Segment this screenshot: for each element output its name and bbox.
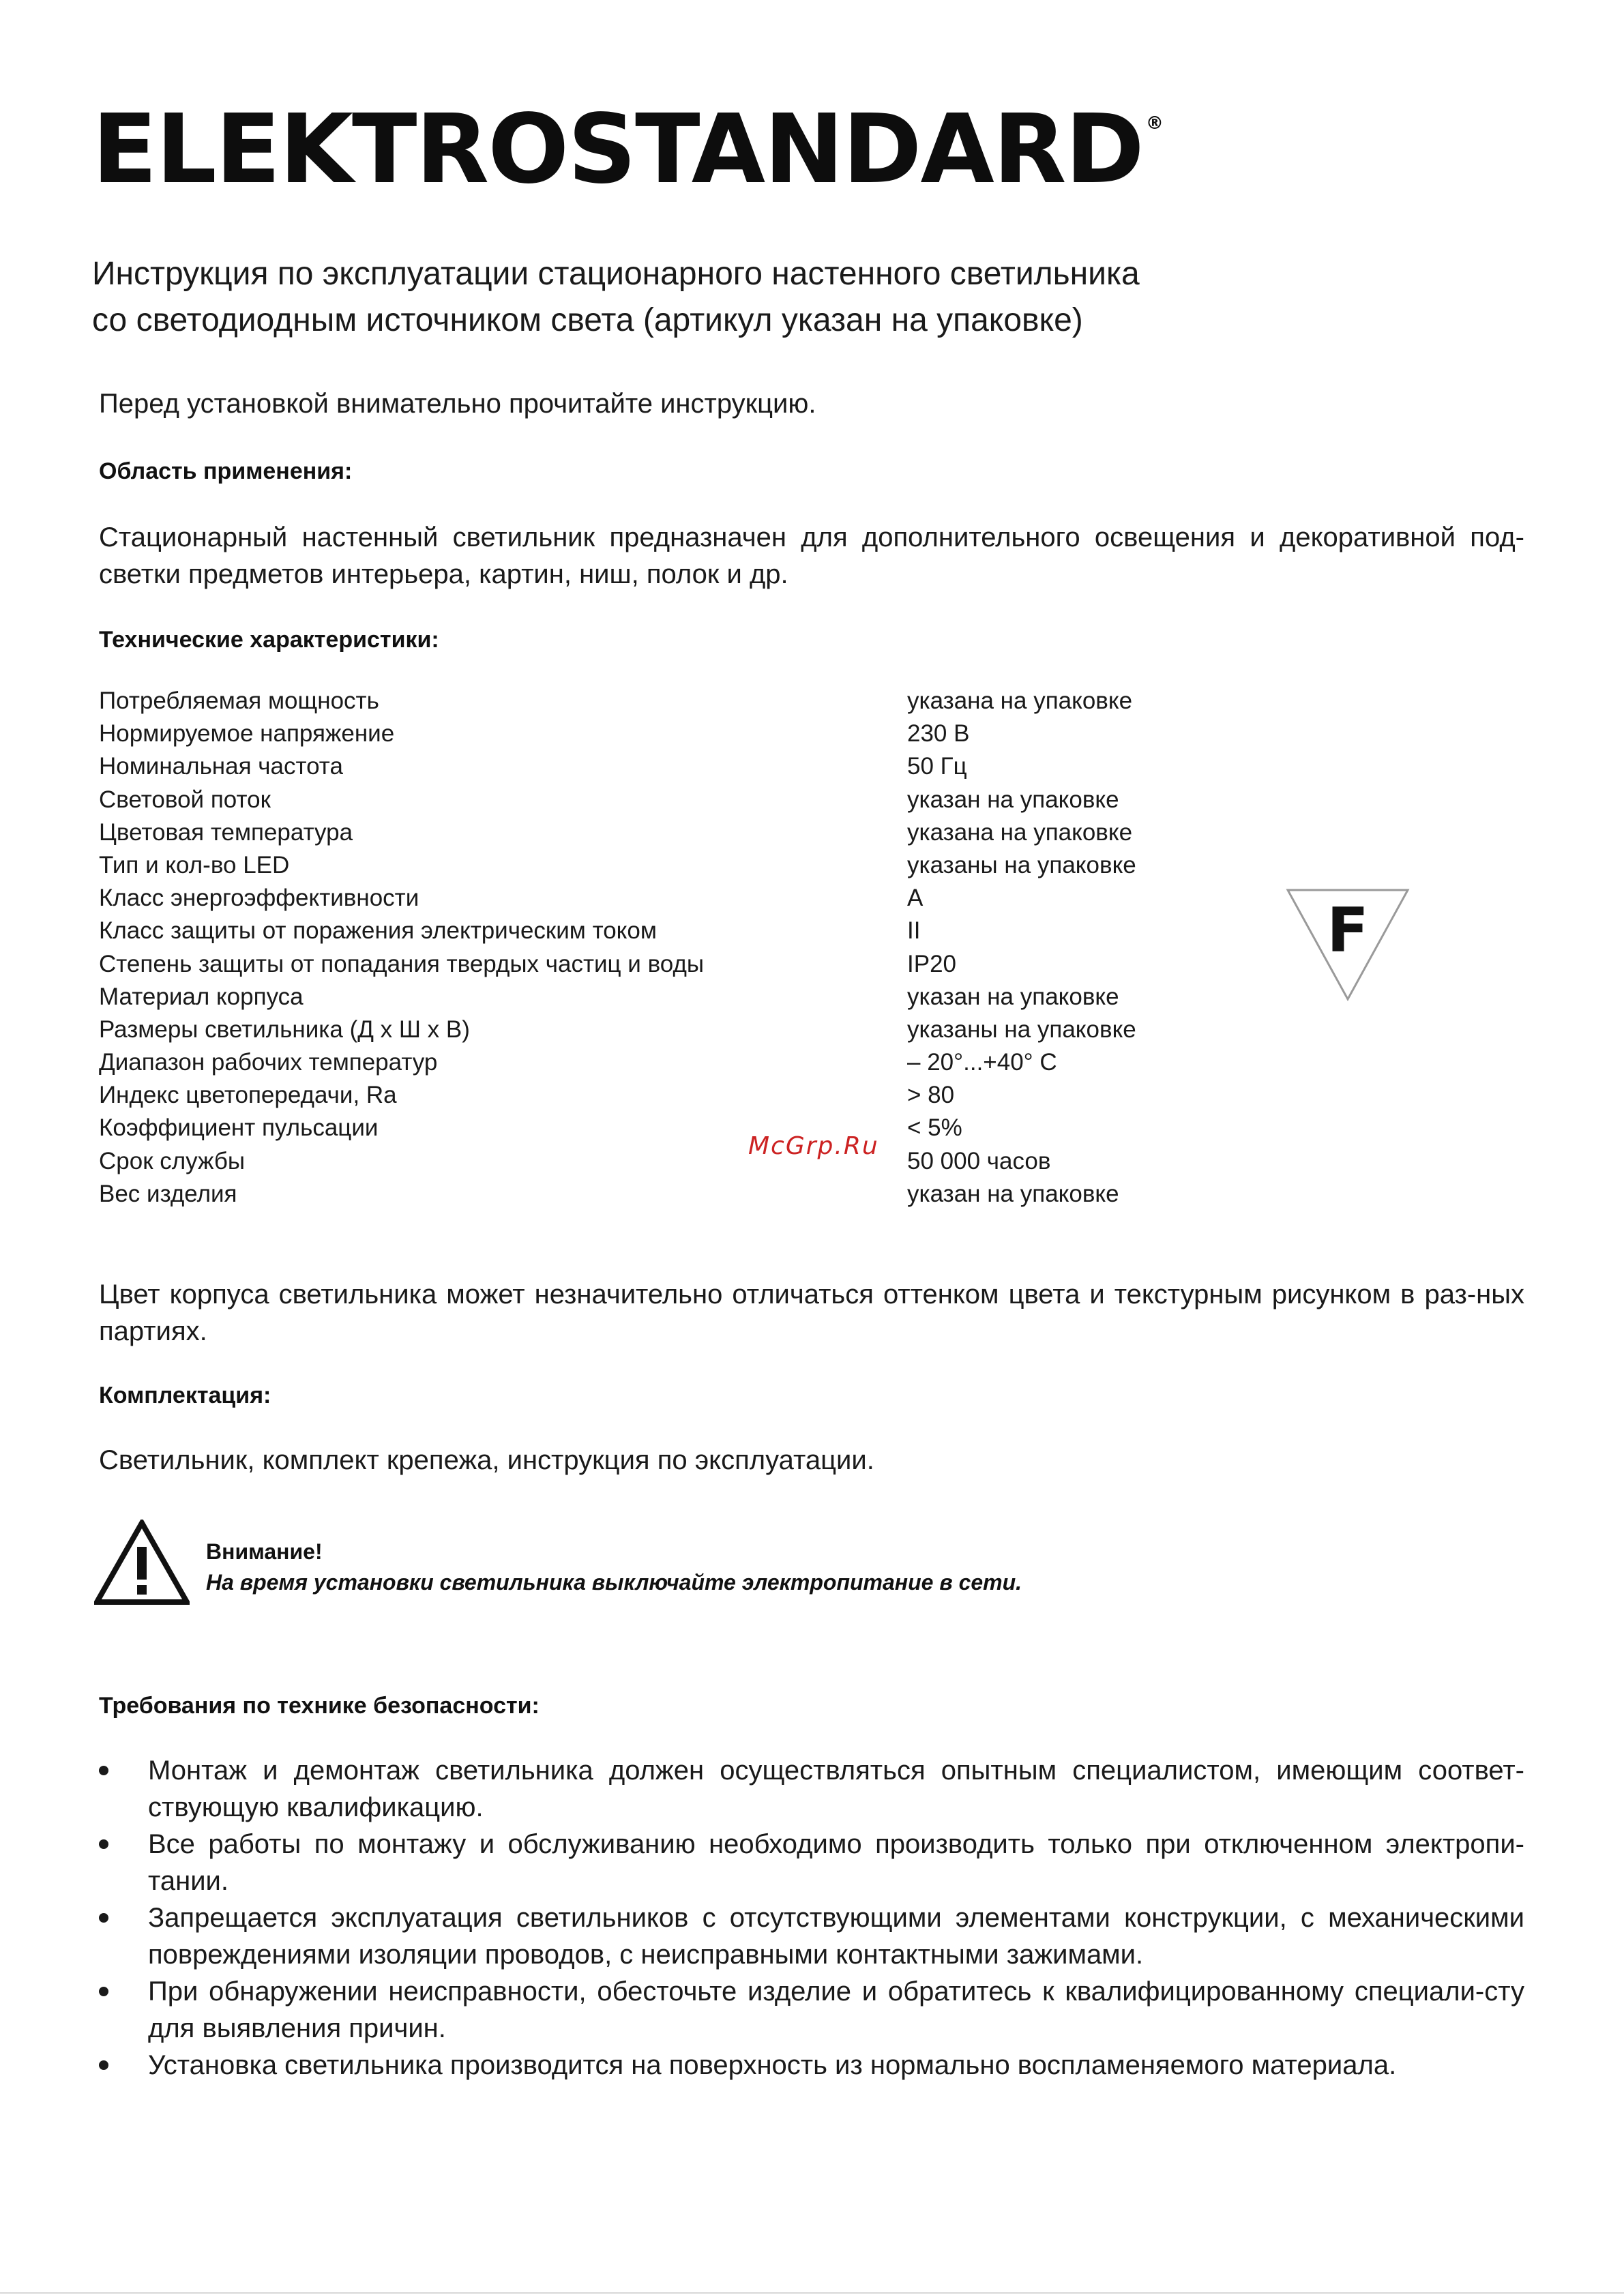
registered-mark: ® bbox=[1145, 113, 1164, 134]
safety-list-item-text: При обнаружении неисправности, обесточьте изделие и обратитесь к квалифицированному специали-сту для выявления причин. bbox=[148, 1976, 1524, 2043]
watermark: McGrp.Ru bbox=[748, 1132, 879, 1160]
spec-value: указаны на упаковке bbox=[907, 851, 1136, 878]
spec-row bbox=[99, 685, 1190, 717]
safety-list bbox=[99, 1752, 1524, 2084]
spec-label: Потребляемая мощность bbox=[99, 687, 379, 714]
intro-text: Перед установкой внимательно прочитайте инструкцию. bbox=[99, 389, 816, 419]
spec-row bbox=[99, 1112, 1190, 1144]
spec-value: 50 Гц bbox=[907, 753, 967, 780]
warning-block bbox=[206, 1537, 1022, 1598]
safety-list-item-text: Установка светильника производится на поверхность из нормально воспламеняемого материала. bbox=[148, 2050, 1397, 2080]
spec-value: II bbox=[907, 917, 921, 945]
spec-row bbox=[99, 882, 1190, 915]
safety-list-item-text: Все работы по монтажу и обслуживанию необходимо производить только при отключенном электропи-тании. bbox=[148, 1829, 1524, 1896]
specs-heading: Технические характеристики: bbox=[99, 627, 439, 653]
spec-value: указан на упаковке bbox=[907, 983, 1119, 1010]
spec-row bbox=[99, 1178, 1190, 1211]
spec-label: Вес изделия bbox=[99, 1180, 237, 1207]
document-title-line-2: со светодиодным источником света (артикул указан на упаковке) bbox=[92, 302, 1083, 338]
spec-label: Размеры светильника (Д х Ш х В) bbox=[99, 1016, 470, 1043]
bullet-icon bbox=[99, 1839, 108, 1849]
spec-row bbox=[99, 1046, 1190, 1079]
safety-heading: Требования по технике безопасности: bbox=[99, 1693, 540, 1719]
spec-label: Степень защиты от попадания твердых частиц и воды bbox=[99, 950, 705, 977]
safety-list-item bbox=[99, 1752, 1524, 1826]
spec-value: А bbox=[907, 885, 924, 912]
warning-title: Внимание! bbox=[206, 1539, 323, 1564]
application-heading: Область применения: bbox=[99, 458, 353, 484]
spec-label: Нормируемое напряжение bbox=[99, 720, 395, 747]
safety-list-item-text: Запрещается эксплуатация светильников с отсутствующими элементами конструкции, с механическими повреждениями изоляции проводов, с неисправными контактными зажимами. bbox=[148, 1903, 1524, 1970]
spec-value: IP20 bbox=[907, 950, 956, 977]
spec-row bbox=[99, 784, 1190, 816]
spec-value: указаны на упаковке bbox=[907, 1016, 1136, 1043]
bottom-divider bbox=[0, 2292, 1624, 2294]
application-text: Стационарный настенный светильник предназначен для дополнительного освещения и декоративной под-светки предметов интерьера, картин, ниш, полок и др. bbox=[99, 522, 1524, 589]
warning-text: На время установки светильника выключайте электропитание в сети. bbox=[206, 1570, 1022, 1595]
spec-label: Класс защиты от поражения электрическим током bbox=[99, 917, 657, 945]
warning-icon bbox=[94, 1520, 190, 1605]
spec-row bbox=[99, 1145, 1190, 1178]
spec-row bbox=[99, 1079, 1190, 1112]
document-title bbox=[92, 251, 1140, 344]
bullet-icon bbox=[99, 1913, 108, 1923]
spec-value: 230 В bbox=[907, 720, 970, 747]
spec-row bbox=[99, 915, 1190, 947]
bullet-icon bbox=[99, 1766, 108, 1775]
spec-value: – 20°...+40° С bbox=[907, 1049, 1057, 1076]
spec-row bbox=[99, 948, 1190, 981]
spec-label: Срок службы bbox=[99, 1147, 246, 1174]
spec-label: Класс энергоэффективности bbox=[99, 885, 419, 912]
safety-list-item bbox=[99, 1899, 1524, 1973]
f-mark-letter: F bbox=[1327, 895, 1369, 966]
spec-label: Световой поток bbox=[99, 786, 271, 813]
safety-list-item bbox=[99, 1973, 1524, 2047]
spec-label: Тип и кол-во LED bbox=[99, 851, 290, 878]
spec-label: Индекс цветопередачи, Ra bbox=[99, 1082, 397, 1109]
spec-label: Цветовая температура bbox=[99, 818, 353, 846]
spec-label: Материал корпуса bbox=[99, 983, 304, 1010]
package-text: Светильник, комплект крепежа, инструкция по эксплуатации. bbox=[99, 1445, 874, 1475]
specs-table bbox=[99, 685, 1190, 1211]
spec-row bbox=[99, 717, 1190, 750]
spec-label: Номинальная частота bbox=[99, 753, 343, 780]
spec-row bbox=[99, 1013, 1190, 1046]
bullet-icon bbox=[99, 1987, 108, 1996]
color-note: Цвет корпуса светильника может незначительно отличаться оттенком цвета и текстурным рисунком в раз-ных партиях. bbox=[99, 1279, 1524, 1346]
spec-value: указан на упаковке bbox=[907, 786, 1119, 813]
spec-value: < 5% bbox=[907, 1114, 962, 1142]
bullet-icon bbox=[99, 2060, 108, 2070]
safety-list-item bbox=[99, 2047, 1524, 2084]
spec-value: > 80 bbox=[907, 1082, 955, 1109]
spec-label: Коэффициент пульсации bbox=[99, 1114, 379, 1142]
spec-value: указана на упаковке bbox=[907, 687, 1133, 714]
spec-row bbox=[99, 981, 1190, 1013]
spec-value: указан на упаковке bbox=[907, 1180, 1119, 1207]
spec-row bbox=[99, 849, 1190, 882]
spec-label: Диапазон рабочих температур bbox=[99, 1049, 438, 1076]
spec-row bbox=[99, 750, 1190, 783]
package-heading: Комплектация: bbox=[99, 1382, 271, 1408]
spec-row bbox=[99, 816, 1190, 849]
f-mark-triangle-icon bbox=[1286, 888, 1410, 1001]
safety-list-item-text: Монтаж и демонтаж светильника должен осуществляться опытным специалистом, имеющим соответ-ствующую квалификацию. bbox=[148, 1756, 1524, 1822]
spec-value: 50 000 часов bbox=[907, 1147, 1051, 1174]
safety-list-item bbox=[99, 1826, 1524, 1899]
brand-logo bbox=[92, 94, 1164, 205]
document-title-line-1: Инструкция по эксплуатации стационарного настенного светильника bbox=[92, 256, 1140, 292]
brand-name: ELEKTROSTANDARD bbox=[92, 94, 1143, 205]
spec-value: указана на упаковке bbox=[907, 818, 1133, 846]
